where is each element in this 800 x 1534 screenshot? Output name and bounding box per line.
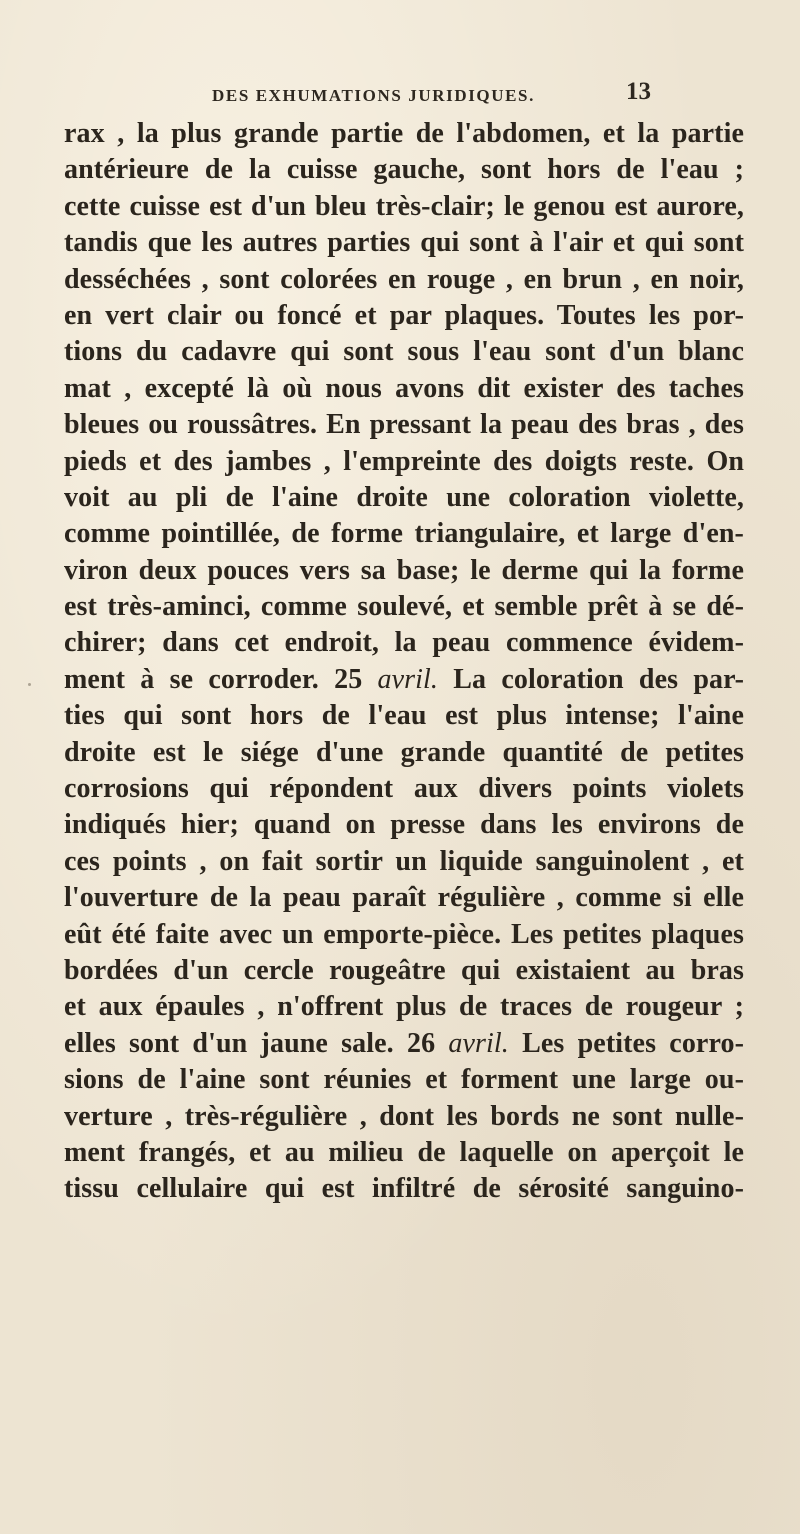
text-line: droite est le siége d'une grande quantité de petites [64,736,744,768]
text-line: rax , la plus grande partie de l'abdomen, et la partie [64,118,744,149]
text-line: bleues ou roussâtres. En pressant la peau des bras , des [64,409,744,441]
text-line-with-date [64,662,744,698]
text-line: antérieure de la cuisse gauche, sont hors de l'eau ; [64,154,744,186]
text-line: eût été faite avec un emporte-pièce. Les petites plaques [64,918,744,950]
text-fragment: ment à se corroder. 25 [64,663,378,695]
text-line: corrosions qui répondent aux divers points violets [64,773,744,805]
text-line: mat , excepté là où nous avons dit exister des taches [64,372,744,404]
text-line: ties qui sont hors de l'eau est plus intense; l'aine [64,700,744,732]
text-line: cette cuisse est d'un bleu très-clair; le genou est aurore, [64,190,744,222]
text-line: chirer; dans cet endroit, la peau commence évidem- [64,627,744,659]
text-line: voit au pli de l'aine droite une coloration violette, [64,481,744,513]
text-line: indiqués hier; quand on presse dans les environs de [64,809,744,841]
text-line: est très-aminci, comme soulevé, et semble prêt à se dé- [64,591,744,623]
page-number: 13 [626,78,651,105]
text-line: viron deux pouces vers sa base; le derme qui la forme [64,554,744,586]
margin-speck [28,683,31,686]
text-line: tissu cellulaire qui est infiltré de sérosité sanguino- [64,1173,744,1205]
text-line: et aux épaules , n'offrent plus de traces de rougeur ; [64,991,744,1023]
text-line: l'ouverture de la peau paraît régulière , comme si elle [64,882,744,914]
text-line: en vert clair ou foncé et par plaques. Toutes les por- [64,299,744,331]
text-line: ment frangés, et au milieu de laquelle on aperçoit le [64,1136,744,1168]
text-line: verture , très-régulière , dont les bords ne sont nulle- [64,1100,744,1132]
body-text [64,116,744,1208]
date-italic: avril. [377,663,439,695]
text-line-with-date [64,1026,744,1062]
text-fragment: Les petites corro- [508,1027,744,1059]
text-line: bordées d'un cercle rougeâtre qui existaient au bras [64,954,744,986]
date-italic: avril. [448,1027,509,1059]
text-line: comme pointillée, de forme triangulaire, et large d'en- [64,518,744,550]
text-line: pieds et des jambes , l'empreinte des doigts reste. On [64,445,744,477]
text-line: sions de l'aine sont réunies et forment une large ou- [64,1064,744,1096]
text-fragment: La coloration des par- [438,663,744,695]
running-title: DES EXHUMATIONS JURIDIQUES. [212,86,535,105]
text-line: tandis que les autres parties qui sont à l'air et qui sont [64,227,744,259]
text-line: tions du cadavre qui sont sous l'eau sont d'un blanc [64,336,744,368]
text-line: ces points , on fait sortir un liquide sanguinolent , et [64,845,744,877]
text-line: desséchées , sont colorées en rouge , en brun , en noir, [64,263,744,295]
text-fragment: elles sont d'un jaune sale. 26 [64,1027,449,1059]
